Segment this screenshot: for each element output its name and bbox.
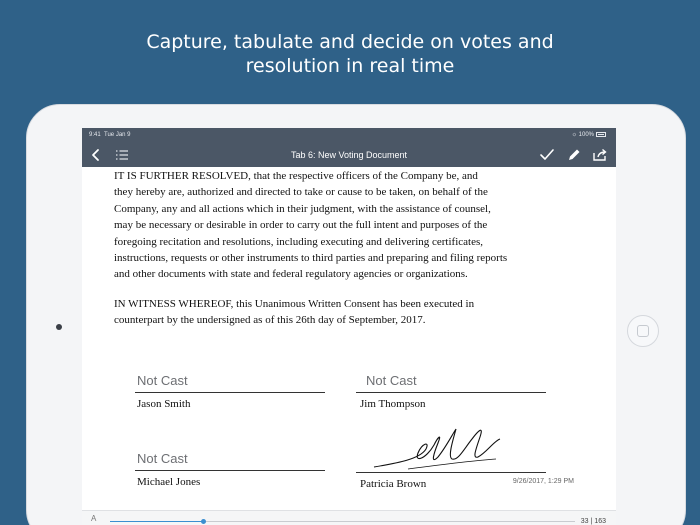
document-body	[114, 168, 594, 342]
status-bar	[82, 128, 616, 143]
signer-name: Michael Jones	[137, 476, 201, 488]
signature-line	[135, 470, 325, 471]
bottom-toolbar	[82, 510, 616, 525]
home-square-icon	[637, 325, 649, 337]
signer-name: Jason Smith	[137, 398, 191, 410]
headline-line-2: resolution in real time	[245, 55, 455, 77]
headline-line-1: Capture, tabulate and decide on votes and	[146, 31, 554, 53]
status-time-date	[89, 128, 131, 143]
headline	[0, 30, 700, 78]
status-right: ☼ 100%	[571, 128, 606, 143]
page-separator: |	[590, 518, 593, 525]
app-screen	[82, 128, 616, 525]
status-time: 9:41	[89, 132, 101, 138]
home-button[interactable]	[627, 315, 659, 347]
share-icon[interactable]	[591, 146, 609, 164]
pencil-icon[interactable]	[565, 146, 583, 164]
battery-icon	[596, 132, 606, 137]
page-slider-thumb[interactable]	[201, 519, 206, 524]
text-size-icon[interactable]: A	[91, 514, 97, 523]
signer-name: Patricia Brown	[360, 478, 427, 490]
camera-dot	[56, 324, 62, 330]
current-page: 33	[580, 518, 589, 525]
battery-percent: 100%	[578, 132, 594, 138]
navbar	[82, 143, 616, 167]
vote-status: Not Cast	[137, 451, 188, 466]
total-pages: 163	[594, 518, 606, 525]
page-slider-fill	[110, 521, 203, 522]
vote-status: Not Cast	[137, 373, 188, 388]
vote-status: Not Cast	[366, 373, 417, 388]
status-date: Tue Jan 9	[104, 132, 131, 138]
resolution-paragraph: IT IS FURTHER RESOLVED, that the respective officers of the Company be, and they hereby are, authorized and directed to take or cause to be taken, on behalf of the Company, any and all actions which in their judgment, with the assistance of counsel, may be necessary or desirable in order to carry out the full intent and purposes of the foregoing recitation and resolutions, including executing and delivering certificates, instructions, requests or other instruments to third parties and preparing and filing reports and other documents with state and federal regulatory agencies or organizations.	[114, 170, 508, 281]
checkmark-icon[interactable]	[538, 146, 556, 164]
signature-line	[356, 392, 546, 393]
nav-title: Tab 6: New Voting Document	[290, 150, 408, 160]
witness-paragraph: IN WITNESS WHEREOF, this Unanimous Written Consent has been executed in counterpart by the undersigned as of this 26th day of September, 2017.	[114, 297, 475, 327]
signature-timestamp: 9/26/2017, 1:29 PM	[512, 478, 574, 485]
signature-line	[135, 392, 325, 393]
page-counter	[581, 518, 606, 525]
signer-name: Jim Thompson	[360, 398, 426, 410]
handwritten-signature	[368, 419, 508, 479]
